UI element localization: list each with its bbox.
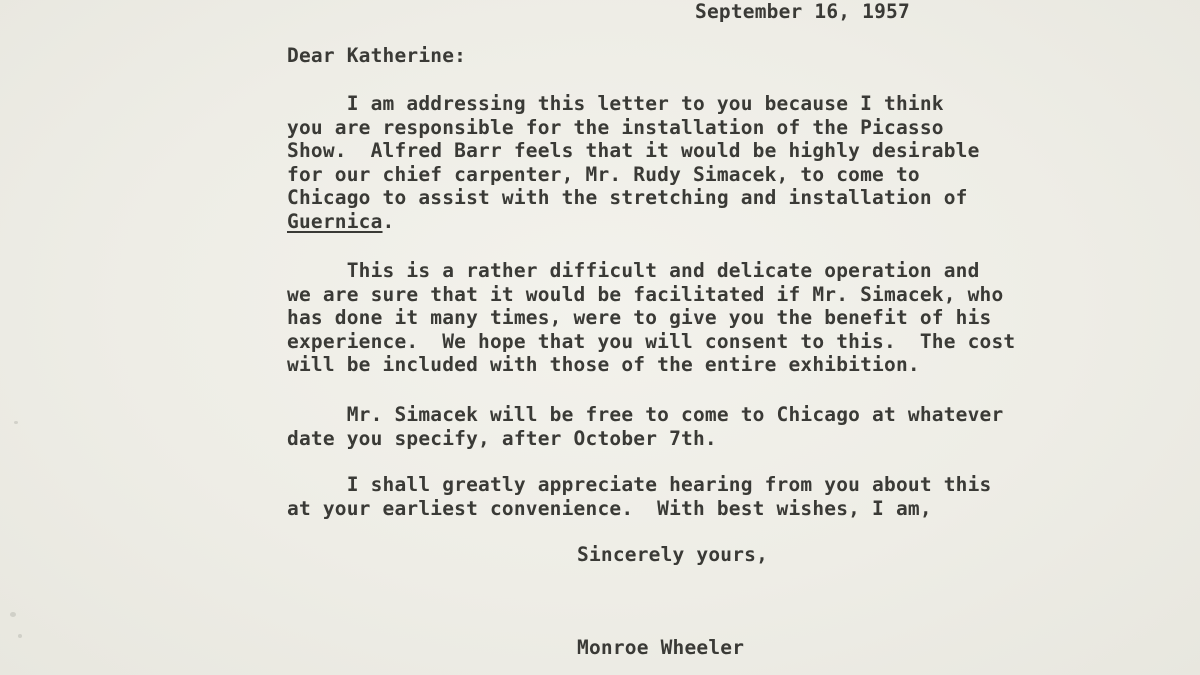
paragraph-2 — [287, 259, 1015, 377]
paragraph-1-line-1: I am addressing this letter to you because I think — [287, 92, 944, 115]
paragraph-3-line-1: Mr. Simacek will be free to come to Chicago at whatever — [287, 403, 1004, 426]
letter-salutation: Dear Katherine: — [287, 44, 467, 67]
paragraph-1-line-4: for our chief carpenter, Mr. Rudy Simacek, to come to — [287, 162, 920, 186]
paragraph-4-line-1: I shall greatly appreciate hearing from you about this — [287, 473, 992, 496]
paragraph-1-line-2: you are responsible for the installation of the Picasso — [287, 115, 944, 139]
paragraph-3-line-2: date you specify, after October 7th. — [287, 426, 717, 450]
paragraph-4-line-2: at your earliest convenience. With best wishes, I am, — [287, 496, 932, 520]
paragraph-1 — [287, 92, 980, 234]
paper-speck — [14, 421, 18, 424]
guernica-title: Guernica — [287, 209, 383, 233]
paragraph-2-line-1: This is a rather difficult and delicate operation and — [287, 259, 980, 282]
paragraph-2-line-2: we are sure that it would be facilitated if Mr. Simacek, who — [287, 282, 1004, 306]
letter-closing: Sincerely yours, — [577, 543, 769, 566]
paragraph-2-line-3: has done it many times, were to give you the benefit of his — [287, 306, 992, 330]
paragraph-1-line-3: Show. Alfred Barr feels that it would be highly desirable — [287, 139, 980, 163]
paragraph-1-period: . — [382, 209, 395, 233]
paragraph-1-line-5: Chicago to assist with the stretching and installation of — [287, 186, 968, 210]
letter-date: September 16, 1957 — [695, 0, 910, 23]
paragraph-3 — [287, 403, 1003, 450]
paragraph-4 — [287, 473, 991, 520]
paragraph-2-line-5: will be included with those of the entire exhibition. — [287, 353, 920, 377]
paragraph-2-line-4: experience. We hope that you will consent to this. The cost — [287, 329, 1016, 353]
paper-speck — [18, 634, 22, 638]
paper-speck — [10, 612, 16, 617]
letter-signature: Monroe Wheeler — [577, 636, 745, 659]
